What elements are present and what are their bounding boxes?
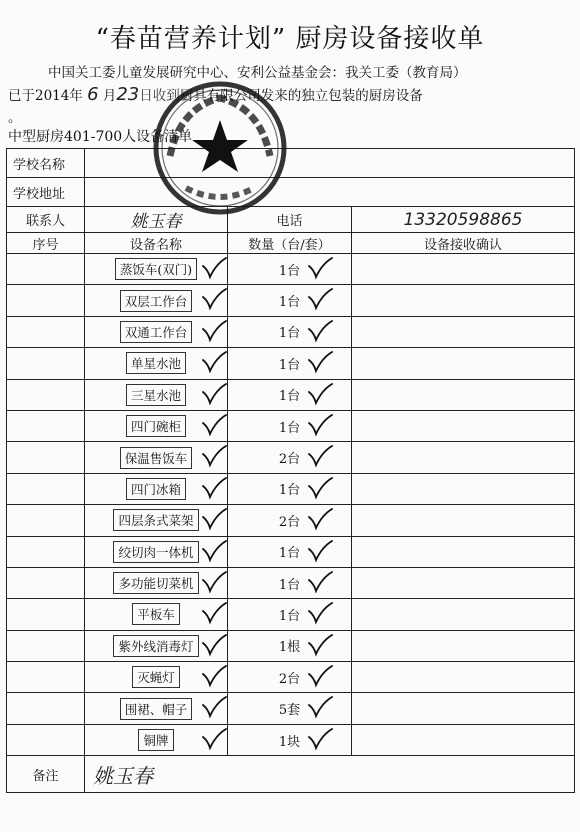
row-confirm bbox=[352, 693, 575, 724]
quantity-text: 1块 bbox=[278, 734, 301, 750]
school-address-label: 学校地址 bbox=[7, 178, 85, 207]
col-header-confirm: 设备接收确认 bbox=[352, 233, 575, 254]
quantity-text: 1台 bbox=[278, 389, 301, 405]
row-quantity bbox=[228, 693, 352, 724]
row-confirm bbox=[352, 379, 575, 410]
check-mark-icon bbox=[201, 413, 227, 437]
check-mark-icon bbox=[201, 570, 227, 594]
row-quantity bbox=[228, 316, 352, 347]
contact-row bbox=[7, 207, 575, 233]
equipment-name-text: 围裙、帽子 bbox=[120, 698, 193, 720]
table-row bbox=[7, 348, 575, 379]
row-index bbox=[7, 442, 85, 473]
table-row bbox=[7, 379, 575, 410]
school-name-label: 学校名称 bbox=[7, 149, 85, 178]
row-equipment-name bbox=[85, 316, 228, 347]
check-mark-icon bbox=[307, 695, 333, 719]
equipment-name-text: 四门碗柜 bbox=[126, 415, 186, 437]
check-mark-icon bbox=[307, 570, 333, 594]
quantity-text: 1台 bbox=[278, 295, 301, 311]
equipment-table bbox=[6, 148, 575, 793]
check-mark-icon bbox=[201, 444, 227, 468]
row-confirm bbox=[352, 505, 575, 536]
row-quantity bbox=[228, 410, 352, 441]
row-confirm bbox=[352, 410, 575, 441]
equipment-name-text: 蒸饭车(双门) bbox=[115, 258, 197, 280]
check-mark-icon bbox=[201, 476, 227, 500]
table-row bbox=[7, 505, 575, 536]
check-mark-icon bbox=[307, 319, 333, 343]
table-row bbox=[7, 536, 575, 567]
row-index bbox=[7, 505, 85, 536]
row-quantity bbox=[228, 348, 352, 379]
official-stamp bbox=[150, 78, 290, 218]
row-index bbox=[7, 536, 85, 567]
equipment-name-text: 多功能切菜机 bbox=[113, 572, 198, 594]
equipment-list-title: 中型厨房401-700人设备清单 bbox=[8, 129, 193, 145]
equipment-name-text: 双层工作台 bbox=[120, 290, 193, 312]
phone-label: 电话 bbox=[228, 207, 352, 233]
check-mark-icon bbox=[201, 727, 227, 751]
row-equipment-name bbox=[85, 662, 228, 693]
row-equipment-name bbox=[85, 724, 228, 755]
equipment-name-text: 保温售饭车 bbox=[120, 447, 193, 469]
row-quantity bbox=[228, 285, 352, 316]
equipment-name-text: 平板车 bbox=[132, 603, 180, 625]
row-index bbox=[7, 599, 85, 630]
row-quantity bbox=[228, 662, 352, 693]
row-index bbox=[7, 285, 85, 316]
check-mark-icon bbox=[307, 539, 333, 563]
table-row bbox=[7, 567, 575, 598]
intro-line1: 中国关工委儿童发展研究中心、安利公益基金会：我关工委（教育局） bbox=[48, 65, 467, 81]
contact-value: 姚玉春 bbox=[85, 207, 228, 233]
table-row bbox=[7, 316, 575, 347]
check-mark-icon bbox=[201, 350, 227, 374]
page-title: “春苗营养计划” 厨房设备接收单 bbox=[95, 24, 485, 54]
equipment-name-text: 单星水池 bbox=[126, 352, 186, 374]
row-confirm bbox=[352, 662, 575, 693]
school-address-row bbox=[7, 178, 575, 207]
quantity-text: 1根 bbox=[278, 640, 301, 656]
quantity-text: 1台 bbox=[278, 326, 301, 342]
intro-line3: 。 bbox=[8, 110, 22, 126]
table-row bbox=[7, 599, 575, 630]
remark-row bbox=[7, 756, 575, 793]
row-confirm bbox=[352, 724, 575, 755]
row-quantity bbox=[228, 724, 352, 755]
table-row bbox=[7, 693, 575, 724]
check-mark-icon bbox=[307, 664, 333, 688]
row-equipment-name bbox=[85, 536, 228, 567]
row-quantity bbox=[228, 536, 352, 567]
day-handwritten: 23 bbox=[116, 84, 140, 105]
row-index bbox=[7, 662, 85, 693]
row-equipment-name bbox=[85, 473, 228, 504]
row-equipment-name bbox=[85, 442, 228, 473]
check-mark-icon bbox=[307, 507, 333, 531]
quantity-text: 1台 bbox=[278, 263, 301, 279]
check-mark-icon bbox=[201, 633, 227, 657]
row-equipment-name bbox=[85, 630, 228, 661]
remark-value: 姚玉春 bbox=[85, 756, 575, 793]
quantity-text: 2台 bbox=[278, 514, 301, 530]
quantity-text: 5套 bbox=[278, 703, 301, 719]
quantity-text: 2台 bbox=[278, 452, 301, 468]
table-row bbox=[7, 724, 575, 755]
item-rows bbox=[7, 254, 575, 756]
intro-line2a: 已于2014年 bbox=[8, 88, 83, 104]
row-confirm bbox=[352, 285, 575, 316]
table-row bbox=[7, 442, 575, 473]
month-handwritten: 6 bbox=[87, 84, 99, 105]
quantity-text: 1台 bbox=[278, 420, 301, 436]
row-equipment-name bbox=[85, 285, 228, 316]
quantity-text: 1台 bbox=[278, 577, 301, 593]
row-index bbox=[7, 348, 85, 379]
check-mark-icon bbox=[307, 287, 333, 311]
check-mark-icon bbox=[307, 633, 333, 657]
row-confirm bbox=[352, 316, 575, 347]
intro-paragraph bbox=[8, 62, 576, 129]
row-quantity bbox=[228, 505, 352, 536]
row-index bbox=[7, 473, 85, 504]
check-mark-icon bbox=[201, 664, 227, 688]
row-quantity bbox=[228, 442, 352, 473]
equipment-name-text: 四门冰箱 bbox=[126, 478, 186, 500]
col-header-index: 序号 bbox=[7, 233, 85, 254]
row-equipment-name bbox=[85, 348, 228, 379]
row-equipment-name bbox=[85, 379, 228, 410]
check-mark-icon bbox=[307, 727, 333, 751]
table-row bbox=[7, 662, 575, 693]
check-mark-icon bbox=[201, 695, 227, 719]
row-quantity bbox=[228, 379, 352, 410]
check-mark-icon bbox=[201, 256, 227, 280]
row-quantity bbox=[228, 254, 352, 285]
row-equipment-name bbox=[85, 254, 228, 285]
row-index bbox=[7, 724, 85, 755]
column-header-row bbox=[7, 233, 575, 254]
contact-label: 联系人 bbox=[7, 207, 85, 233]
check-mark-icon bbox=[201, 507, 227, 531]
row-index bbox=[7, 410, 85, 441]
row-equipment-name bbox=[85, 693, 228, 724]
check-mark-icon bbox=[307, 256, 333, 280]
row-confirm bbox=[352, 630, 575, 661]
check-mark-icon bbox=[201, 382, 227, 406]
check-mark-icon bbox=[307, 382, 333, 406]
remark-label: 备注 bbox=[7, 756, 85, 793]
equipment-name-text: 双通工作台 bbox=[120, 321, 193, 343]
check-mark-icon bbox=[307, 601, 333, 625]
check-mark-icon bbox=[307, 476, 333, 500]
intro-line2b: 月 bbox=[102, 88, 117, 104]
row-equipment-name bbox=[85, 567, 228, 598]
school-name-row bbox=[7, 149, 575, 178]
row-confirm bbox=[352, 254, 575, 285]
row-equipment-name bbox=[85, 410, 228, 441]
row-index bbox=[7, 316, 85, 347]
quantity-text: 1台 bbox=[278, 483, 301, 499]
equipment-name-text: 铜牌 bbox=[138, 729, 173, 751]
intro-line2c: 日收到 bbox=[139, 88, 180, 104]
check-mark-icon bbox=[307, 413, 333, 437]
check-mark-icon bbox=[307, 444, 333, 468]
intro-line2d: 厨具有限公司发来的独立包装的厨房设备 bbox=[179, 88, 423, 104]
check-mark-icon bbox=[201, 539, 227, 563]
phone-value: 13320598865 bbox=[352, 207, 575, 233]
quantity-text: 2台 bbox=[278, 671, 301, 687]
col-header-qty: 数量（台/套） bbox=[228, 233, 352, 254]
row-confirm bbox=[352, 473, 575, 504]
quantity-text: 1台 bbox=[278, 357, 301, 373]
equipment-name-text: 绞切肉一体机 bbox=[113, 541, 198, 563]
quantity-text: 1台 bbox=[278, 546, 301, 562]
row-index bbox=[7, 567, 85, 598]
row-equipment-name bbox=[85, 599, 228, 630]
check-mark-icon bbox=[201, 601, 227, 625]
check-mark-icon bbox=[307, 350, 333, 374]
table-row bbox=[7, 473, 575, 504]
row-quantity bbox=[228, 567, 352, 598]
equipment-name-text: 三星水池 bbox=[126, 384, 186, 406]
row-confirm bbox=[352, 599, 575, 630]
row-equipment-name bbox=[85, 505, 228, 536]
equipment-name-text: 四层条式菜架 bbox=[113, 509, 198, 531]
quantity-text: 1台 bbox=[278, 608, 301, 624]
row-index bbox=[7, 254, 85, 285]
check-mark-icon bbox=[201, 319, 227, 343]
row-quantity bbox=[228, 599, 352, 630]
equipment-name-text: 紫外线消毒灯 bbox=[113, 635, 198, 657]
row-index bbox=[7, 630, 85, 661]
table-row bbox=[7, 630, 575, 661]
row-quantity bbox=[228, 630, 352, 661]
row-index bbox=[7, 693, 85, 724]
row-confirm bbox=[352, 536, 575, 567]
equipment-name-text: 灭蝇灯 bbox=[132, 666, 180, 688]
row-index bbox=[7, 379, 85, 410]
table-row bbox=[7, 285, 575, 316]
check-mark-icon bbox=[201, 287, 227, 311]
row-confirm bbox=[352, 442, 575, 473]
row-confirm bbox=[352, 348, 575, 379]
table-row bbox=[7, 410, 575, 441]
col-header-name: 设备名称 bbox=[85, 233, 228, 254]
row-confirm bbox=[352, 567, 575, 598]
table-row bbox=[7, 254, 575, 285]
row-quantity bbox=[228, 473, 352, 504]
